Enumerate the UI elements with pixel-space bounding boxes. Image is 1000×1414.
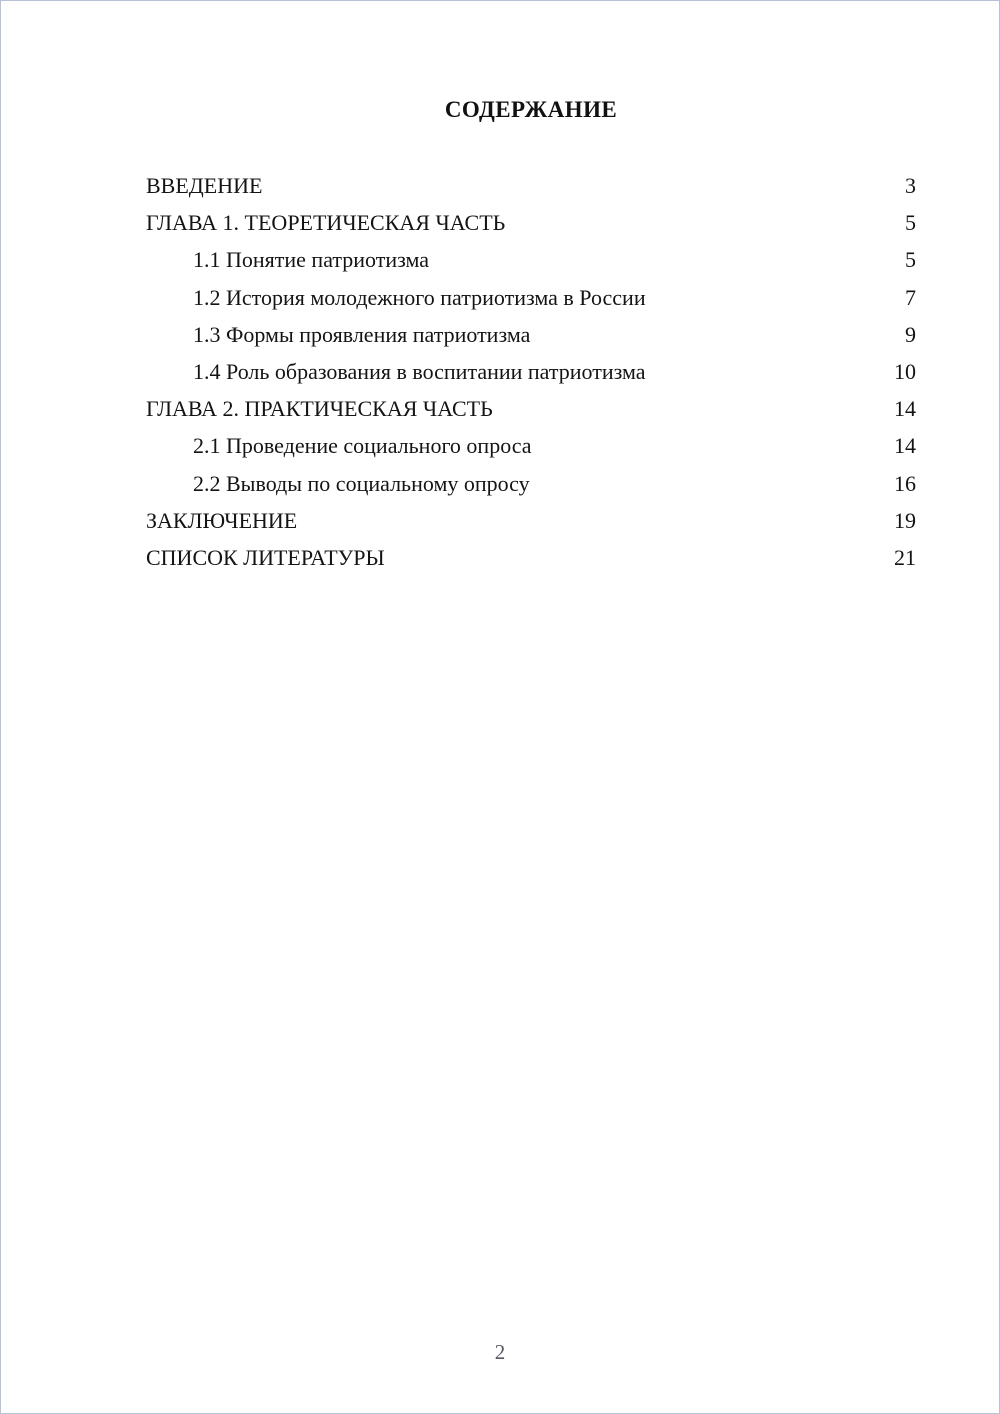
table-of-contents <box>146 167 916 576</box>
toc-entry-label: ВВЕДЕНИЕ <box>146 173 263 198</box>
toc-entry <box>146 279 916 316</box>
toc-entry-page: 7 <box>905 284 916 310</box>
toc-entry-page: 14 <box>894 396 916 422</box>
toc-entry-label: 1.1 Понятие патриотизма <box>193 247 430 273</box>
toc-entry <box>146 465 916 502</box>
toc-entry <box>146 241 916 278</box>
toc-entry <box>146 390 916 427</box>
toc-entry-page: 16 <box>894 470 916 496</box>
toc-entry-label: ГЛАВА 2. ПРАКТИЧЕСКАЯ ЧАСТЬ <box>146 396 493 422</box>
toc-entry <box>146 167 916 204</box>
page-title: СОДЕРЖАНИЕ <box>444 97 618 122</box>
toc-entry-label: 1.2 История молодежного патриотизма в России <box>193 284 646 310</box>
toc-entry-page: 10 <box>894 358 916 384</box>
toc-entry <box>146 427 916 464</box>
toc-entry <box>146 539 916 576</box>
toc-entry-label: 1.3 Формы проявления патриотизма <box>193 321 531 347</box>
toc-entry <box>146 502 916 539</box>
toc-entry-page: 14 <box>894 433 916 459</box>
toc-entry-page: 3 <box>905 173 916 198</box>
toc-entry <box>146 353 916 390</box>
toc-entry <box>146 316 916 353</box>
toc-entry-label: СПИСОК ЛИТЕРАТУРЫ <box>146 544 385 570</box>
toc-entry-label: 2.2 Выводы по социальному опросу <box>193 470 530 496</box>
toc-entry-label: ЗАКЛЮЧЕНИЕ <box>146 507 298 533</box>
toc-entry-page: 5 <box>905 247 916 273</box>
toc-entry-page: 21 <box>894 544 916 570</box>
toc-entry-page: 19 <box>894 507 916 533</box>
toc-entry-label: 2.1 Проведение социального опроса <box>193 433 532 459</box>
toc-entry <box>146 204 916 241</box>
page-number: 2 <box>494 1340 506 1364</box>
toc-entry-page: 5 <box>905 210 916 236</box>
toc-entry-page: 9 <box>905 321 916 347</box>
toc-entry-label: 1.4 Роль образования в воспитании патриотизма <box>193 358 646 384</box>
toc-entry-label: ГЛАВА 1. ТЕОРЕТИЧЕСКАЯ ЧАСТЬ <box>146 210 506 236</box>
